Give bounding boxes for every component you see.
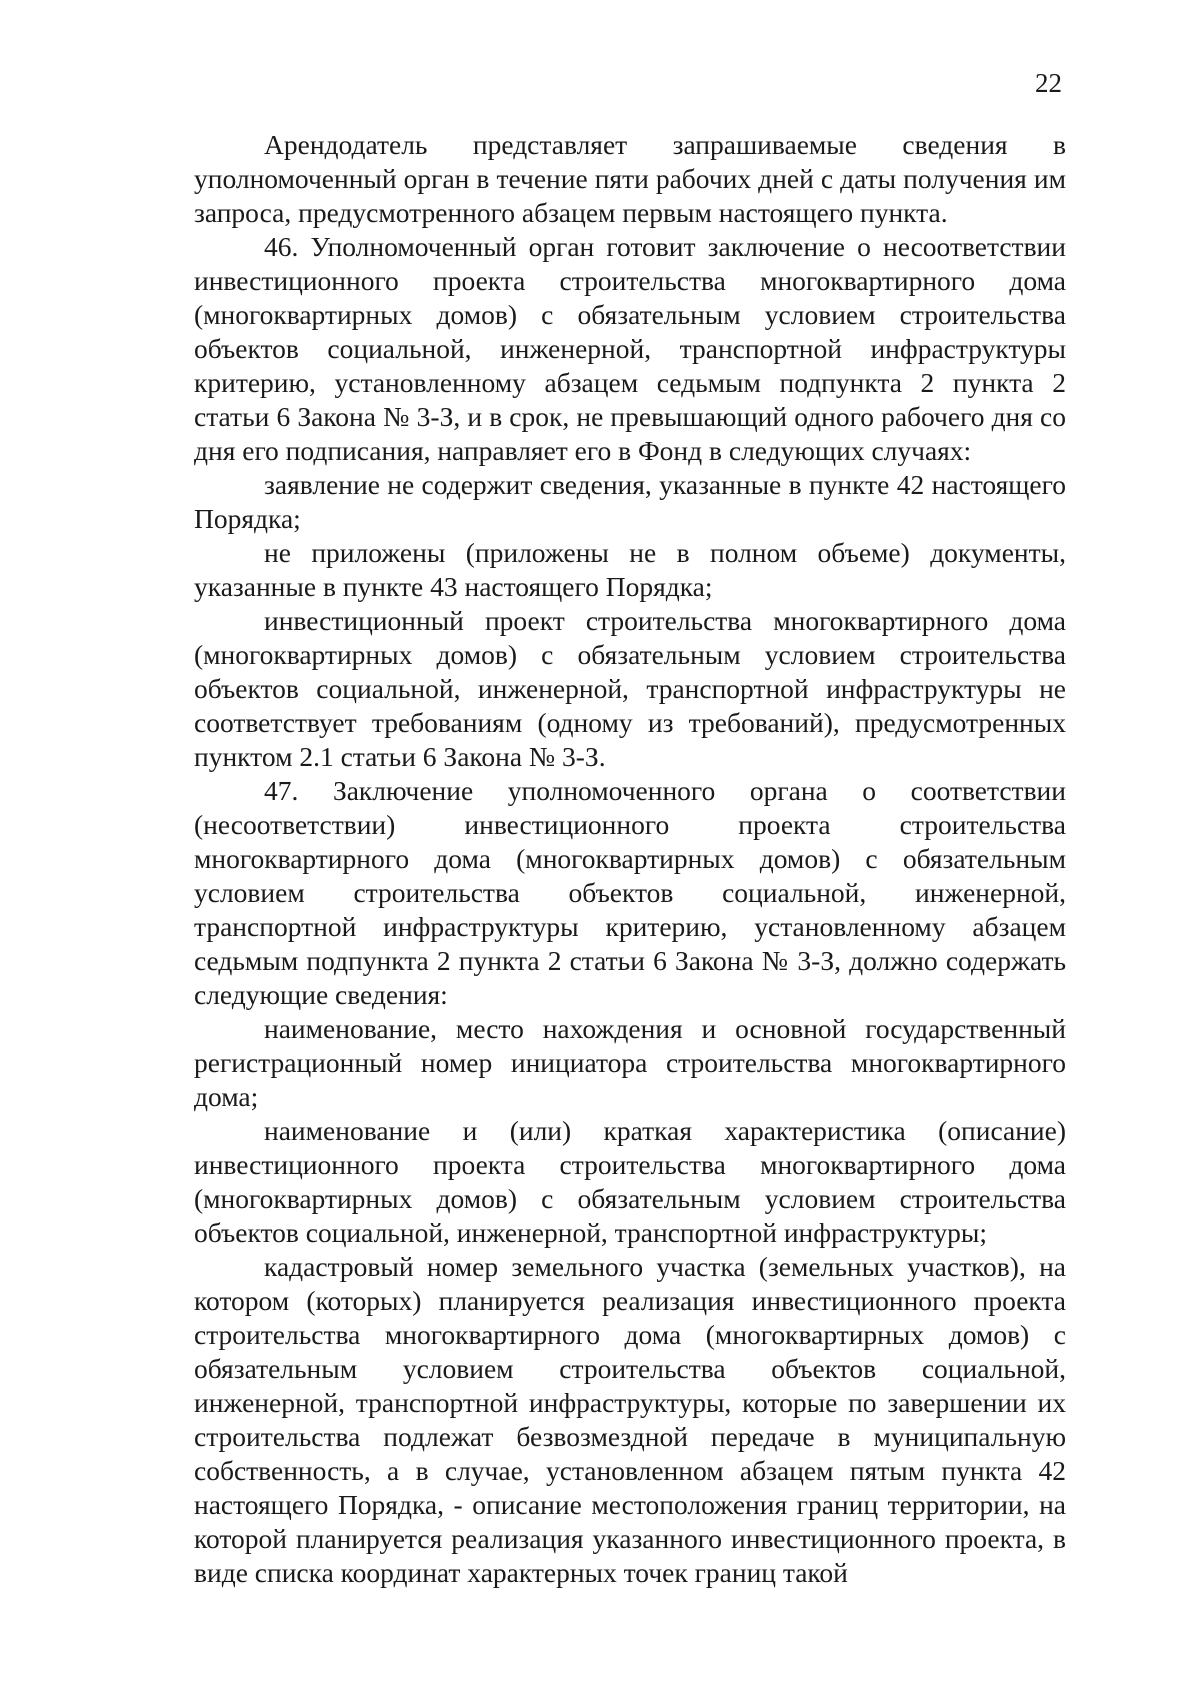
- paragraph-47: 47. Заключение уполномоченного органа о соответствии (несоответствии) инвестиционного проекта строительства многоквартирного дома (многоквартирных домов) с обязательным условием строительства объектов социальной, инженерной, транспортной инфраструктуры критерию, установленному абзацем седьмым подпункта 2 пункта 2 статьи 6 Закона № 3-З, должно содержать следующие сведения:: [194, 775, 1066, 1010]
- paragraph-initiator-info: наименование, место нахождения и основной государственный регистрационный номер инициатора строительства многоквартирного дома;: [194, 1013, 1066, 1112]
- paragraph-46: 46. Уполномоченный орган готовит заключение о несоответствии инвестиционного проекта строительства многоквартирного дома (многоквартирных домов) с обязательным условием строительства объектов социальной, инженерной, транспортной инфраструктуры критерию, установленному абзацем седьмым подпункта 2 пункта 2 статьи 6 Закона № 3-З, и в срок, не превышающий одного рабочего дня со дня его подписания, направляет его в Фонд в следующих случаях:: [194, 231, 1066, 466]
- paragraph-case-documents: не приложены (приложены не в полном объеме) документы, указанные в пункте 43 настоящего Порядка;: [194, 537, 1066, 602]
- paragraph-project-description: наименование и (или) краткая характеристика (описание) инвестиционного проекта строительства многоквартирного дома (многоквартирных домов) с обязательным условием строительства объектов социальной, инженерной, транспортной инфраструктуры;: [194, 1115, 1066, 1248]
- document-body: [194, 128, 1066, 1590]
- paragraph-cadastral-number: кадастровый номер земельного участка (земельных участков), на котором (которых) планируется реализация инвестиционного проекта строительства многоквартирного дома (многоквартирных домов) с обязательным условием строительства объектов социальной, инженерной, транспортной инфраструктуры, которые по завершении их строительства подлежат безвозмездной передаче в муниципальную собственность, а в случае, установленном абзацем пятым пункта 42 настоящего Порядка, - описание местоположения границ территории, на которой планируется реализация указанного инвестиционного проекта, в виде списка координат характерных точек границ такой: [194, 1251, 1066, 1588]
- page-number: 22: [1035, 68, 1062, 98]
- paragraph-case-requirements: инвестиционный проект строительства многоквартирного дома (многоквартирных домов) с обязательным условием строительства объектов социальной, инженерной, транспортной инфраструктуры не соответствует требованиям (одному из требований), предусмотренных пунктом 2.1 статьи 6 Закона № 3-З.: [194, 605, 1066, 772]
- paragraph-lessor-response: Арендодатель представляет запрашиваемые сведения в уполномоченный орган в течение пяти рабочих дней с даты получения им запроса, предусмотренного абзацем первым настоящего пункта.: [194, 129, 1066, 228]
- paragraph-case-application: заявление не содержит сведения, указанные в пункте 42 настоящего Порядка;: [194, 469, 1066, 534]
